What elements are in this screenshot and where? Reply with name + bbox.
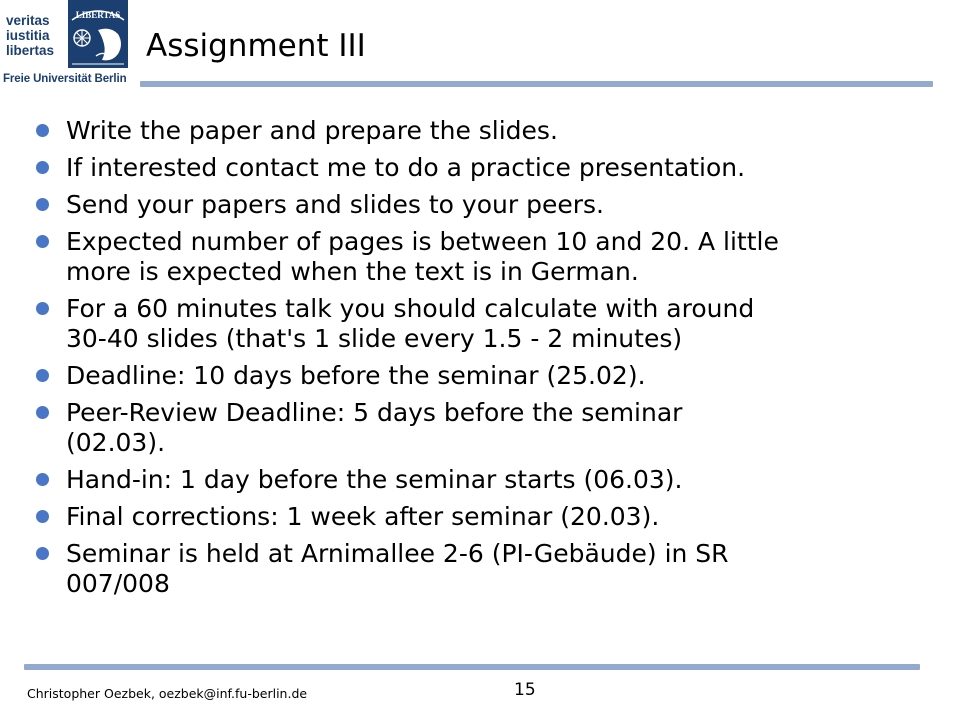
bullet-line: Peer-Review Deadline: 5 days before the seminar [66,398,683,427]
list-item [36,227,916,287]
bullet-line: Send your papers and slides to your peers. [66,190,604,219]
list-item [36,539,916,599]
bullet-dot-icon [36,547,49,560]
bullet-dot-icon [36,235,49,248]
logo-motto [6,13,54,58]
list-item [36,116,916,146]
list-item [36,398,916,458]
bullet-text [66,116,916,146]
bullet-text [66,361,916,391]
bullet-text [66,465,916,495]
bullet-line: Final corrections: 1 week after seminar (20.03). [66,502,660,531]
list-item [36,294,916,354]
bullet-dot-icon [36,124,49,137]
bullet-line: Hand-in: 1 day before the seminar starts (06.03). [66,465,683,494]
bullet-text [66,190,916,220]
bullet-line: For a 60 minutes talk you should calculate with around [66,294,755,323]
bullet-dot-icon [36,161,49,174]
bullet-line: Expected number of pages is between 10 and 20. A little [66,227,779,256]
bullet-text [66,294,916,354]
page-number: 15 [514,680,536,700]
bullet-line: (02.03). [66,428,166,457]
bullet-text [66,398,916,458]
logo-motto-line: libertas [6,43,55,58]
bullet-text [66,153,916,183]
bullet-line: more is expected when the text is in German. [66,257,639,286]
bullet-dot-icon [36,473,49,486]
bullet-dot-icon [36,510,49,523]
bullet-line: Seminar is held at Arnimallee 2-6 (PI-Gebäude) in SR [66,539,729,568]
list-item [36,502,916,532]
bullet-dot-icon [36,369,49,382]
logo-motto-line: iustitia [6,28,50,43]
bullet-text [66,502,916,532]
bullet-text [66,227,916,287]
seal-lettering: LIBERTAS [75,10,121,20]
bullet-text [66,539,916,599]
bullet-dot-icon [36,406,49,419]
bullet-dot-icon [36,198,49,211]
logo-motto-line: veritas [6,13,50,28]
footer-divider [24,664,920,670]
bullet-line: 007/008 [66,569,170,598]
header-divider [140,81,933,87]
bullet-line: If interested contact me to do a practice presentation. [66,153,746,182]
list-item [36,153,916,183]
bullet-line: Write the paper and prepare the slides. [66,116,558,145]
bullet-list [36,116,916,606]
university-seal-icon [68,0,128,68]
bullet-dot-icon [36,302,49,315]
slide-title: Assignment III [146,28,366,64]
list-item [36,361,916,391]
list-item [36,190,916,220]
list-item [36,465,916,495]
bullet-line: Deadline: 10 days before the seminar (25.02). [66,361,646,390]
footer-author: Christopher Oezbek, oezbek@inf.fu-berlin.de [27,686,308,701]
bullet-line: 30-40 slides (that's 1 slide every 1.5 - 2 minutes) [66,324,683,353]
logo-institution-name: Freie Universität Berlin [3,73,127,85]
university-logo [0,0,132,92]
